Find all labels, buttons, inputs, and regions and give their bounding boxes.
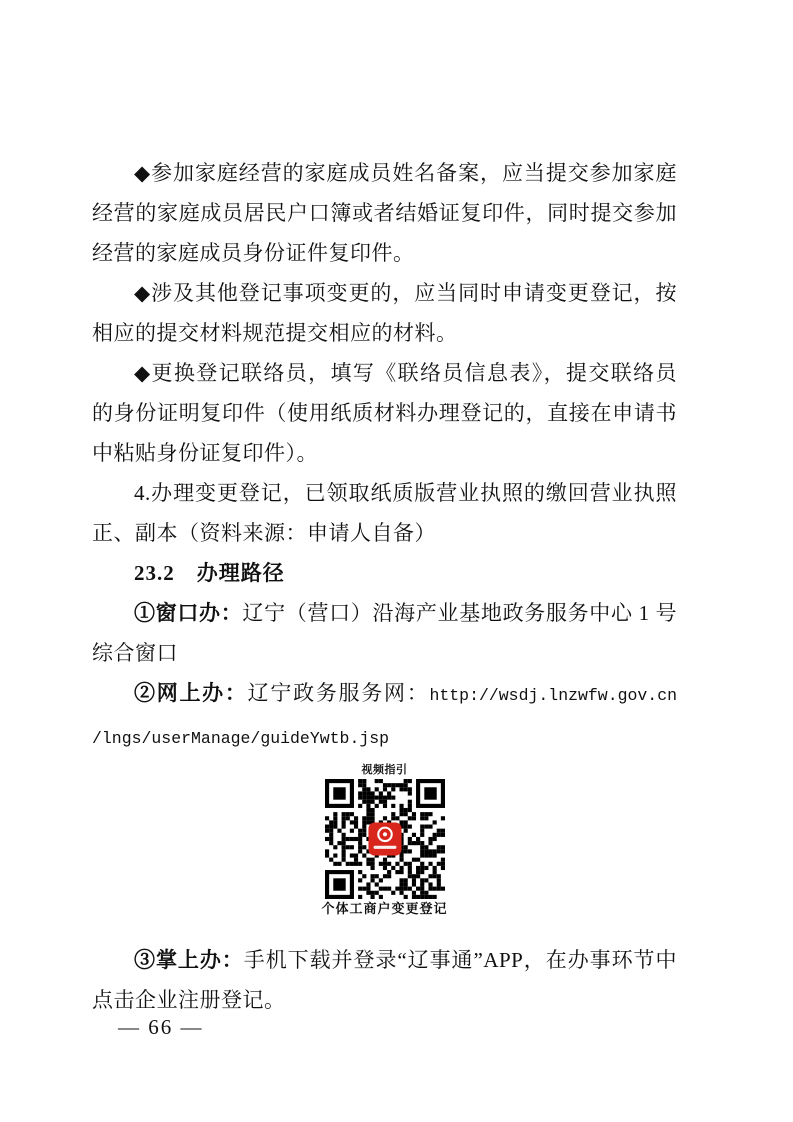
document-content: [92, 153, 677, 1020]
paragraph-other-registration-changes: ◆涉及其他登记事项变更的，应当同时申请变更登记，按相应的提交材料规范提交相应的材料。: [92, 281, 677, 345]
paragraph-contact-person-change: ◆更换登记联络员，填写《联络员信息表》，提交联络员的身份证明复印件（使用纸质材料办理登记的，直接在申请书中粘贴身份证复印件）。: [92, 361, 677, 465]
paragraph-family-member-filing: ◆参加家庭经营的家庭成员姓名备案，应当提交参加家庭经营的家庭成员居民户口簿或者结婚证复印件，同时提交参加经营的家庭成员身份证件复印件。: [92, 161, 677, 265]
step-window-lead: ①窗口办：: [134, 601, 243, 625]
qr-top-label: 视频指引: [361, 764, 408, 776]
qr-bottom-label: 个体工商户变更登记: [321, 901, 448, 916]
step-window-text: 辽宁（营口）沿海产业基地政务服务中心 1 号综合窗口: [92, 601, 678, 665]
url-text-line1: http://wsdj.lnzwfw.gov.cn: [429, 686, 678, 705]
step-online-channel: [92, 673, 677, 759]
step-app-text: 手机下载并登录“辽事通”APP，在办事环节中点击企业注册登记。: [92, 948, 677, 1012]
paragraph-license-return: 4.办理变更登记，已领取纸质版营业执照的缴回营业执照正、副本（资料来源：申请人自备）: [92, 481, 677, 545]
step-app-channel: [92, 940, 677, 1020]
section-heading: 23.2 办理路径: [134, 561, 285, 585]
step-online-lead: ②网上办：: [134, 681, 248, 705]
step-online-text: 辽宁政务服务网：: [247, 681, 430, 705]
step-app-lead: ③掌上办：: [134, 948, 244, 972]
step-window-channel: [92, 593, 677, 673]
qr-center-logo: [368, 822, 401, 855]
qr-code-icon: [325, 779, 445, 899]
page-number: — 66 —: [118, 1015, 204, 1039]
qr-figure: [92, 763, 677, 918]
url-text-line2: /lngs/userManage/guideYwtb.jsp: [92, 729, 390, 748]
